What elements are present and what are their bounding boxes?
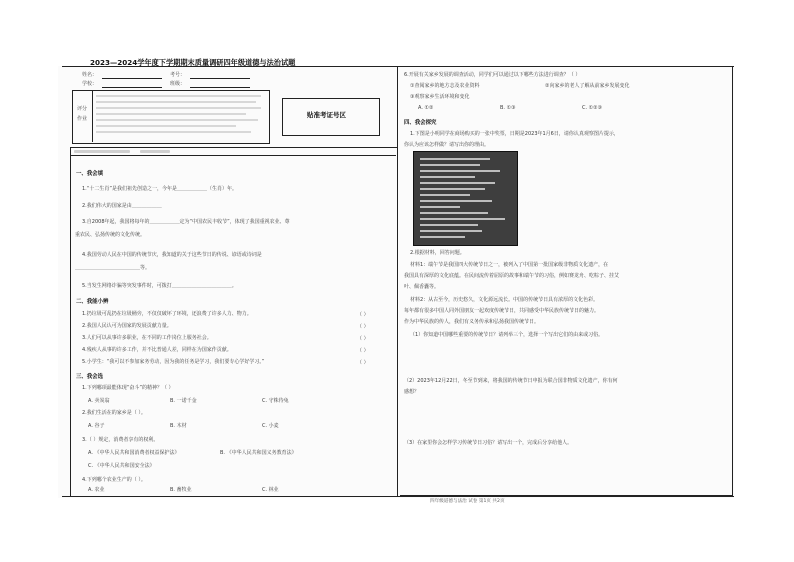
right-q6-opt-3: ③观察家乡生活环境和变化 [410, 94, 470, 100]
material-2-line3: 作为中华民族的传人，我们有义务传承和弘扬我国传统节日。 [404, 319, 540, 325]
right-q2-intro: 2.根据材料，回答问题。 [410, 250, 465, 256]
choice-q2: 2.我们生活在的家乡是（ ）。 [82, 410, 146, 416]
sub-question-2-line2: 感想？ [404, 389, 420, 395]
sub-question-1: （1）你知道中国哪些重要的传统节日？请列举三个，选择一个写出它们的由来或习俗。 [410, 332, 604, 338]
instruction-line [96, 125, 236, 127]
kaohao-label: 考号： [170, 72, 186, 78]
choice-q3: 3.（ ）规定，消费者享有的权利。 [82, 437, 159, 443]
choice-q2-opt-b[interactable]: B. 木材 [170, 423, 187, 429]
fill-q5: 5.当发生网络诈骗等突发事件时，可拨打＿＿＿＿＿＿＿＿＿＿＿＿。 [82, 283, 237, 289]
fill-q1: 1.“十二生肖”是我们祖先创造之一，今年是＿＿＿＿＿＿（生肖）年。 [82, 186, 237, 192]
judge-q1-mark[interactable]: （ ） [357, 312, 369, 318]
instructions-box [72, 90, 270, 144]
name-label: 姓名： [82, 72, 98, 78]
left-frame-note-2 [140, 150, 170, 153]
right-q1-line2: 你认为应该怎样做？请写出你的理由。 [404, 142, 490, 148]
section-4-title: 四、我会探究 [404, 120, 437, 126]
fill-q4-line2: ＿＿＿＿＿＿＿＿＿＿＿＿＿等。 [75, 265, 151, 271]
work-label: 作业 [77, 116, 88, 122]
right-q6-choice-a[interactable]: A. ①② [418, 105, 434, 111]
judge-q1: 1.扔垃圾可乱扔在垃圾桶旁，不仅仅破坏了环境，还浪费了许多人力、物力。 [82, 311, 252, 317]
choice-q1: 1.下列哪项最能体现“奋斗”的精神？（ ） [82, 385, 174, 391]
fill-q4-line1: 4.我国劳动人民在中国的传统节庆，我知道的关于这些节日的传说、谚语或诗词是 [82, 252, 262, 258]
judge-q3-mark[interactable]: （ ） [357, 336, 369, 342]
banji-label: 班级： [170, 81, 186, 87]
choice-q1-opt-a[interactable]: A. 卖炭翁 [88, 398, 110, 404]
choice-q3-opt-b[interactable]: B. 《中华人民共和国义务教育法》 [220, 450, 297, 456]
judge-q5-mark[interactable]: （ ） [357, 360, 369, 366]
judge-q2: 2.我国人民认可为国家的发展贡献力量。 [82, 323, 172, 329]
kaohao-underline [190, 78, 250, 79]
sticker-label: 贴准考证号区 [307, 111, 346, 119]
judge-q4-mark[interactable]: （ ） [357, 348, 369, 354]
instruction-line [96, 101, 256, 103]
choice-q4-opt-c[interactable]: C. 林业 [262, 487, 279, 493]
right-q6-choice-b[interactable]: B. ①③ [500, 105, 516, 111]
choice-q2-opt-a[interactable]: A. 谷子 [88, 423, 105, 429]
instruction-line [96, 131, 251, 133]
instruction-line [96, 107, 261, 109]
fill-q3-line2: 重农民、弘扬传统的文化传统。 [75, 232, 146, 238]
material-1-line1: 材料1：端午节是我国四大传统节日之一，被列入了中国第一批国家级非物质文化遗产，在 [410, 262, 609, 268]
sub-question-3: （3）在家里你会怎样学习传统节日习俗？请写出一个，完成后分享给他人。 [404, 440, 573, 446]
right-q6-choice-c[interactable]: C. ①②③ [582, 105, 603, 111]
material-1-line3: 叶、佩香囊等。 [404, 284, 440, 290]
judge-q5: 5.小学生：“我可以不参加家务劳动，因为我的任务是学习，我们要专心学好学习。” [82, 359, 265, 365]
choice-q1-opt-b[interactable]: B. 一诺千金 [170, 398, 197, 404]
right-q6: 6.开展有关家乡发展的调查活动，同学们可以通过以下哪些方法进行调查？（ ） [404, 72, 581, 78]
xuexiao-underline [102, 87, 162, 88]
choice-q4: 4.下列哪个农业生产的（ ）。 [82, 477, 146, 483]
section-3-title: 三、我会选 [76, 374, 103, 380]
banji-underline [190, 87, 250, 88]
right-q6-opt-1: ①查阅家乡的地方志及农业资料 [410, 83, 480, 89]
fill-q3-line1: 3.自2008年起，我国将每年的＿＿＿＿＿＿定为“中国农民丰收节”，体现了我国重视农业、尊 [82, 219, 290, 225]
choice-q3-opt-a[interactable]: A. 《中华人民共和国消费者权益保护法》 [88, 450, 180, 456]
page-footer: 四年级道德与法治 试卷 第1页 共2页 [430, 499, 505, 504]
section-2-title: 二、我能小辨 [76, 299, 109, 305]
left-answer-frame [70, 147, 398, 497]
choice-q4-opt-b[interactable]: B. 畜牧业 [170, 487, 192, 493]
choice-q3-opt-c[interactable]: C. 《中华人民共和国安全法》 [88, 463, 155, 469]
left-frame-note [74, 150, 130, 153]
xuexiao-label: 学校： [82, 81, 98, 87]
exam-title: 2023—2024学年度下学期期末质量调研四年级道德与法治试题 [90, 58, 296, 67]
choice-q1-opt-c[interactable]: C. 守株待兔 [262, 398, 289, 404]
material-2-line2: 每年都有很多中国人同外国朋友一起欢度传统节日，共同感受中华民族传统节日的魅力。 [404, 308, 600, 314]
score-label: 评分 [77, 106, 88, 112]
instructions-left-divider [92, 90, 93, 142]
choice-q4-opt-a[interactable]: A. 农业 [88, 487, 105, 493]
fill-q2: 2.我们伟大的国家是由＿＿＿＿＿＿ [82, 203, 162, 209]
material-1-line2: 我国具有深厚的文化底蕴。在民间流传着屈原的故事和端午节的习俗，例如赛龙舟、吃粽子、挂艾 [404, 273, 620, 279]
receipt-photo [413, 151, 518, 246]
left-frame-header-rule [70, 155, 396, 156]
sub-question-2-line1: （2）2023年12月22日，冬至节到来，将我国的传统节日申报为联合国非物质文化遗产，你有何 [404, 378, 618, 384]
judge-q3: 3.人们可以从事许多职业，在不同的工作岗位上服务社会。 [82, 335, 212, 341]
name-underline [102, 78, 162, 79]
instruction-line [96, 119, 258, 121]
instruction-line [96, 113, 246, 115]
choice-q2-opt-c[interactable]: C. 小麦 [262, 423, 279, 429]
material-2-line1: 材料2：从古至今，历史悠久，文化源远流长。中国的传统节日具有浓厚的文化色彩。 [410, 297, 599, 303]
judge-q2-mark[interactable]: （ ） [357, 324, 369, 330]
section-1-title: 一、我会填 [76, 171, 103, 177]
right-q6-opt-2: ②向家乡的老人了解从前家乡发展变化 [545, 83, 630, 89]
instruction-line [96, 95, 261, 97]
judge-q4: 4.残疾人从事的许多工作，并不比普通人差，同样在为国家作贡献。 [82, 347, 232, 353]
right-q1-line1: 1.下图是小明同学在商场购买的一张中奖票，日期是2023年1月6日，请你认真观察图片提示， [410, 131, 619, 137]
